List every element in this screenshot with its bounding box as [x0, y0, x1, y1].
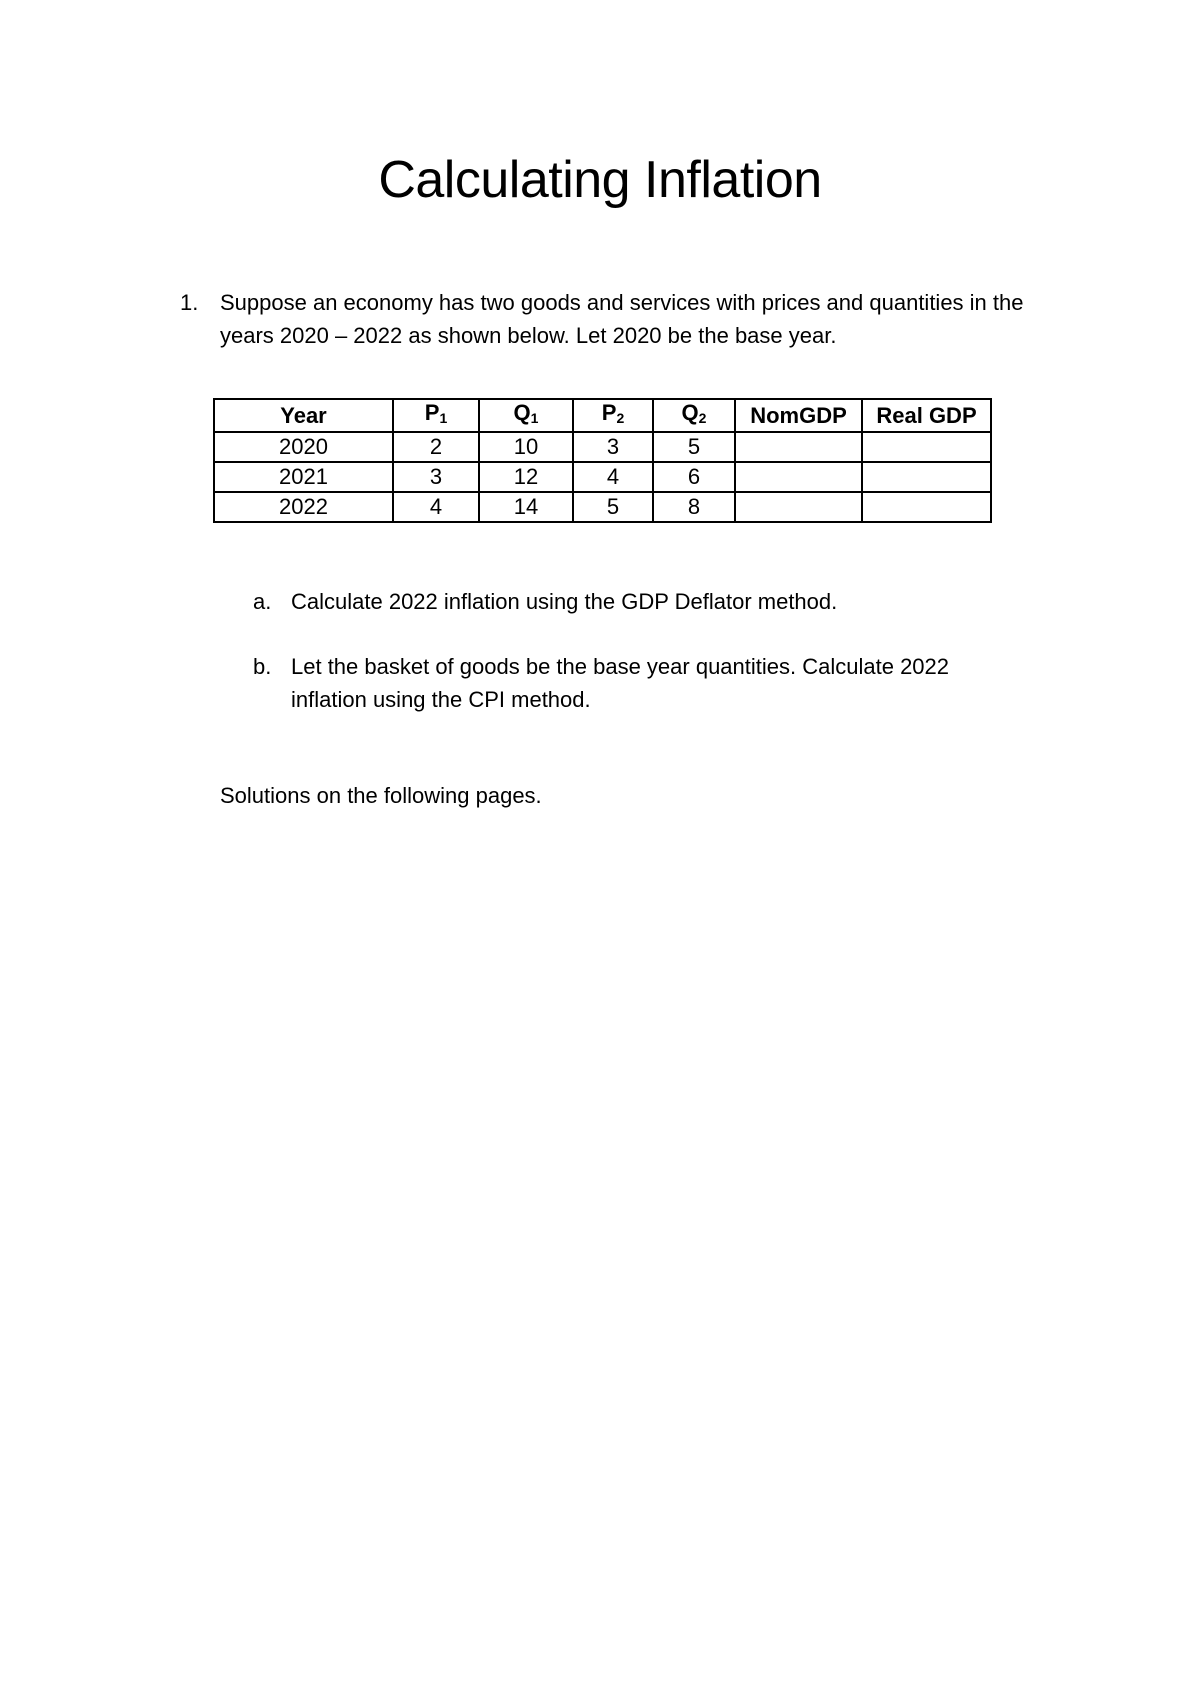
question-part-b — [253, 650, 1013, 716]
cell-q2: 6 — [653, 462, 735, 492]
table-row — [214, 492, 991, 522]
part-a-text: Calculate 2022 inflation using the GDP Deflator method. — [291, 589, 838, 614]
header-p2-label: P — [601, 400, 617, 425]
header-p1-subscript: 1 — [439, 410, 448, 426]
header-q2 — [653, 399, 735, 432]
cell-nom-gdp — [735, 432, 862, 462]
header-q2-subscript: 2 — [698, 410, 707, 426]
cell-p1: 4 — [393, 492, 479, 522]
part-b-label: b. — [253, 654, 272, 679]
header-p2 — [573, 399, 653, 432]
cell-q2: 5 — [653, 432, 735, 462]
cell-p1: 3 — [393, 462, 479, 492]
cell-year: 2022 — [214, 492, 393, 522]
cell-p2: 5 — [573, 492, 653, 522]
header-real-gdp: Real GDP — [862, 399, 991, 432]
question-1 — [180, 286, 1060, 352]
cell-q1: 12 — [479, 462, 573, 492]
cell-q1: 14 — [479, 492, 573, 522]
cell-real-gdp — [862, 492, 991, 522]
question-text: Suppose an economy has two goods and services with prices and quantities in the years 2020 – 2022 as shown below. Let 2020 be the base year. — [220, 290, 1024, 348]
part-b-text: Let the basket of goods be the base year quantities. Calculate 2022 inflation using the CPI method. — [291, 654, 950, 712]
cell-year: 2021 — [214, 462, 393, 492]
cell-q2: 8 — [653, 492, 735, 522]
cell-nom-gdp — [735, 492, 862, 522]
cell-real-gdp — [862, 462, 991, 492]
table-row — [214, 462, 991, 492]
table-header-row — [214, 399, 991, 432]
header-p1 — [393, 399, 479, 432]
table-row — [214, 432, 991, 462]
cell-q1: 10 — [479, 432, 573, 462]
header-p1-label: P — [424, 400, 440, 425]
cell-p1: 2 — [393, 432, 479, 462]
question-part-a — [253, 585, 1013, 618]
question-number: 1. — [180, 290, 199, 315]
page-title: Calculating Inflation — [378, 151, 822, 209]
cell-p2: 4 — [573, 462, 653, 492]
cell-p2: 3 — [573, 432, 653, 462]
header-q1-subscript: 1 — [530, 410, 539, 426]
header-q2-label: Q — [681, 400, 699, 425]
cell-nom-gdp — [735, 462, 862, 492]
header-q1-label: Q — [513, 400, 531, 425]
price-quantity-table — [213, 398, 992, 523]
cell-real-gdp — [862, 432, 991, 462]
header-nom-gdp: NomGDP — [735, 399, 862, 432]
part-a-label: a. — [253, 589, 272, 614]
header-year: Year — [214, 399, 393, 432]
header-q1 — [479, 399, 573, 432]
solutions-note: Solutions on the following pages. — [220, 783, 542, 808]
header-p2-subscript: 2 — [616, 410, 625, 426]
cell-year: 2020 — [214, 432, 393, 462]
